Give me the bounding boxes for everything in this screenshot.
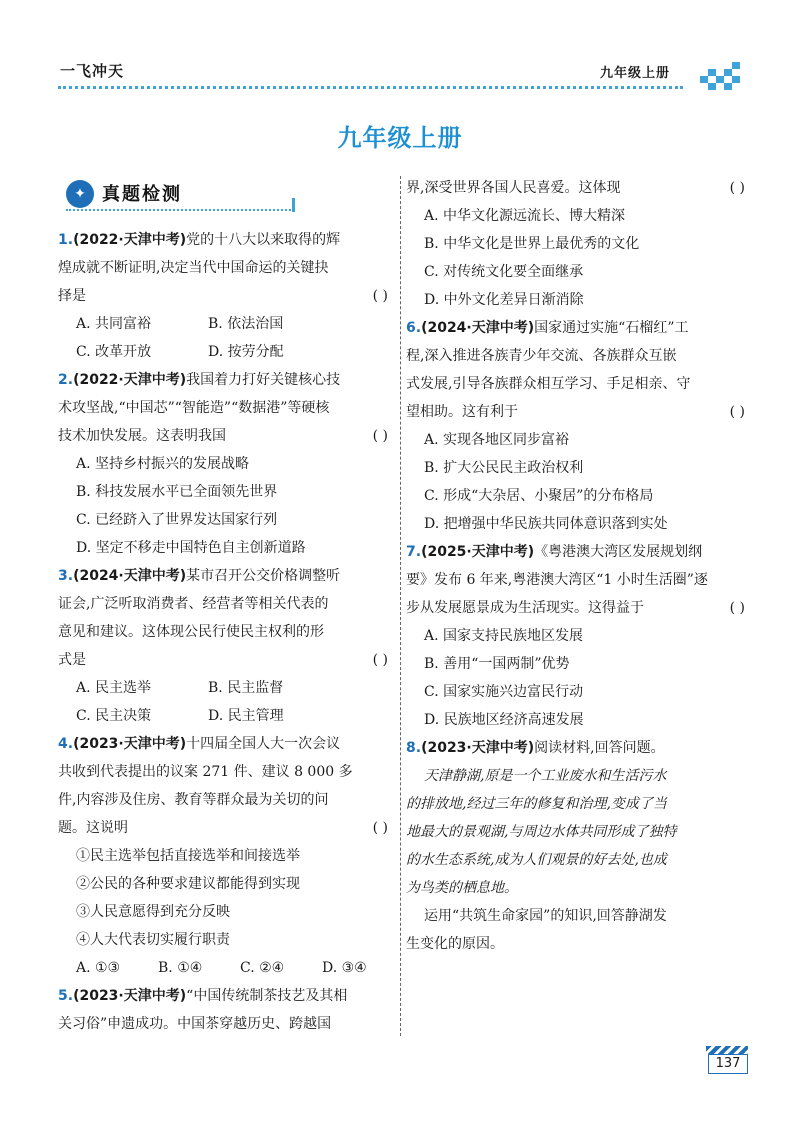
answer-blank: ( ) [372, 652, 388, 668]
answer-blank: ( ) [729, 404, 745, 420]
question-text: ①民主选举包括直接选举和间接选举 [76, 848, 300, 864]
question-text: 《粤港澳大湾区发展规划纲 [534, 544, 703, 560]
text-line [406, 342, 751, 370]
answer-blank: ( ) [372, 820, 388, 836]
question-source: (2024·天津中考) [73, 568, 187, 584]
section-bar [292, 198, 295, 212]
question-text: 十四届全国人大一次会议 [186, 736, 341, 752]
text-line [58, 702, 394, 730]
header-divider [58, 86, 683, 89]
text-line [58, 646, 394, 674]
question-text: D. 把增强中华民族共同体意识落到实处 [424, 516, 668, 532]
question-text: 件,内容涉及住房、教育等群众最为关切的问 [58, 792, 329, 808]
text-line [406, 650, 751, 678]
passage-text: 的水生态系统,成为人们观景的好去处,也成 [406, 852, 667, 868]
text-line [406, 454, 751, 482]
answer-option: B. 依法治国 [208, 316, 284, 332]
passage-text: 为鸟类的栖息地。 [406, 880, 518, 896]
answer-blank: ( ) [372, 288, 388, 304]
answer-blank: ( ) [372, 428, 388, 444]
text-line [58, 254, 394, 282]
text-line [406, 230, 751, 258]
text-line [58, 982, 394, 1010]
text-line [58, 926, 394, 954]
question-text: 要》发布 6 年来,粤港澳大湾区“1 小时生活圈”逐 [406, 572, 708, 588]
question-text: B. 善用“一国两制”优势 [424, 656, 570, 672]
text-line [406, 762, 751, 790]
text-line [58, 758, 394, 786]
text-line [406, 510, 751, 538]
answer-option: A. ①③ [76, 960, 121, 976]
question-text: 式发展,引导各族群众相互学习、手足相亲、守 [406, 376, 691, 392]
page-title: 九年级上册 [337, 124, 463, 152]
brand-logo: 一飞冲天 [60, 62, 125, 80]
question-source: (2023·天津中考) [421, 740, 535, 756]
text-line [406, 902, 751, 930]
text-line [406, 734, 751, 762]
text-line [406, 286, 751, 314]
text-line [58, 562, 394, 590]
text-line [58, 534, 394, 562]
text-line [406, 258, 751, 286]
text-line [58, 310, 394, 338]
text-line [58, 674, 394, 702]
question-text: C. 形成“大杂居、小聚居”的分布格局 [424, 488, 654, 504]
text-line [58, 422, 394, 450]
text-line [406, 370, 751, 398]
text-line [406, 874, 751, 902]
text-line [406, 594, 751, 622]
question-text: 煌成就不断证明,决定当代中国命运的关键抉 [58, 260, 329, 276]
puzzle-icon: ✦ [66, 180, 94, 208]
question-text: 某市召开公交价格调整听 [186, 568, 341, 584]
question-number: 8. [406, 740, 422, 756]
right-column [406, 174, 751, 958]
text-line [406, 930, 751, 958]
text-line [58, 338, 394, 366]
question-number: 2. [58, 372, 74, 388]
passage-text: 的排放地,经过三年的修复和治理,变成了当 [406, 796, 667, 812]
question-text: 共收到代表提出的议案 271 件、建议 8 000 多 [58, 764, 353, 780]
question-text: D. 民族地区经济高速发展 [424, 712, 584, 728]
answer-blank: ( ) [729, 180, 745, 196]
answer-option: A. 民主选举 [76, 680, 152, 696]
column-divider [400, 176, 401, 1036]
answer-option: D. 民主管理 [208, 708, 284, 724]
answer-option: A. 共同富裕 [76, 316, 152, 332]
question-text: B. 扩大公民民主政治权利 [424, 460, 584, 476]
text-line [406, 818, 751, 846]
question-text: 择是 [58, 288, 86, 304]
question-text: ④人大代表切实履行职责 [76, 932, 230, 948]
question-text: A. 实现各地区同步富裕 [424, 432, 570, 448]
text-line [406, 482, 751, 510]
text-line [58, 394, 394, 422]
question-text: D. 中外文化差异日渐消除 [424, 292, 584, 308]
stripe-decoration [706, 1046, 748, 1054]
answer-option: C. 民主决策 [76, 708, 152, 724]
question-text: C. 国家实施兴边富民行动 [424, 684, 584, 700]
question-source: (2024·天津中考) [421, 320, 535, 336]
answer-option: C. ②④ [240, 960, 285, 976]
text-line [58, 478, 394, 506]
question-text: 程,深入推进各族青少年交流、各族群众互嵌 [406, 348, 677, 364]
question-number: 5. [58, 988, 74, 1004]
question-text: “中国传统制茶技艺及其相 [186, 988, 348, 1004]
header-title: 九年级上册 [600, 66, 671, 81]
question-text: 国家通过实施“石榴红”工 [534, 320, 689, 336]
text-line [58, 870, 394, 898]
text-line [58, 366, 394, 394]
passage-text: 天津静湖,原是一个工业废水和生活污水 [424, 768, 667, 784]
text-line [58, 814, 394, 842]
question-text: 阅读材料,回答问题。 [534, 740, 665, 756]
text-line [406, 426, 751, 454]
question-text: 步从发展愿景成为生活现实。这得益于 [406, 600, 644, 616]
text-line [58, 786, 394, 814]
question-text: 证会,广泛听取消费者、经营者等相关代表的 [58, 596, 329, 612]
page-number: 137 [708, 1054, 748, 1074]
question-text: 党的十八大以来取得的辉 [186, 232, 341, 248]
text-line [406, 622, 751, 650]
section-underline [66, 209, 294, 211]
text-line [58, 282, 394, 310]
question-text: C. 对传统文化要全面继承 [424, 264, 584, 280]
text-line [406, 538, 751, 566]
question-number: 1. [58, 232, 74, 248]
text-line [58, 226, 394, 254]
text-line [406, 678, 751, 706]
text-line [406, 790, 751, 818]
question-text: A. 中华文化源远流长、博大精深 [424, 208, 626, 224]
question-text: B. 中华文化是世界上最优秀的文化 [424, 236, 640, 252]
question-source: (2023·天津中考) [73, 988, 187, 1004]
question-text: 关习俗”申遗成功。中国茶穿越历史、跨越国 [58, 1016, 332, 1032]
text-line [406, 706, 751, 734]
question-text: 生变化的原因。 [406, 936, 504, 952]
text-line [58, 450, 394, 478]
question-text: 运用“共筑生命家园”的知识,回答静湖发 [424, 908, 667, 924]
question-number: 7. [406, 544, 422, 560]
page-number-badge [706, 1046, 748, 1074]
text-line [406, 566, 751, 594]
question-source: (2023·天津中考) [73, 736, 187, 752]
passage-text: 地最大的景观湖,与周边水体共同形成了独特 [406, 824, 677, 840]
checker-decoration-icon [700, 62, 740, 90]
text-line [58, 1010, 394, 1038]
question-text: A. 坚持乡村振兴的发展战略 [76, 456, 250, 472]
question-text: 望相助。这有利于 [406, 404, 518, 420]
question-text: 式是 [58, 652, 86, 668]
question-text: ③人民意愿得到充分反映 [76, 904, 230, 920]
question-text: 我国着力打好关键核心技 [186, 372, 341, 388]
text-line [406, 314, 751, 342]
question-source: (2022·天津中考) [73, 372, 187, 388]
answer-option: D. 按劳分配 [208, 344, 284, 360]
answer-option: B. ①④ [158, 960, 203, 976]
text-line [58, 898, 394, 926]
text-line [58, 590, 394, 618]
text-line [58, 842, 394, 870]
text-line [58, 506, 394, 534]
question-source: (2025·天津中考) [421, 544, 535, 560]
text-line [58, 730, 394, 758]
question-text: 意见和建议。这体现公民行使民主权利的形 [58, 624, 324, 640]
answer-blank: ( ) [729, 600, 745, 616]
question-text: 技术加快发展。这表明我国 [58, 428, 226, 444]
text-line [58, 618, 394, 646]
question-number: 3. [58, 568, 74, 584]
left-column [58, 226, 394, 1038]
text-line [58, 954, 394, 982]
text-line [406, 202, 751, 230]
text-line [406, 174, 751, 202]
answer-option: D. ③④ [322, 960, 367, 976]
section-title: 真题检测 [102, 184, 182, 205]
answer-option: C. 改革开放 [76, 344, 152, 360]
text-line [406, 398, 751, 426]
question-text: C. 已经跻入了世界发达国家行列 [76, 512, 278, 528]
question-source: (2022·天津中考) [73, 232, 187, 248]
question-text: D. 坚定不移走中国特色自主创新道路 [76, 540, 306, 556]
question-number: 6. [406, 320, 422, 336]
text-line [406, 846, 751, 874]
question-text: A. 国家支持民族地区发展 [424, 628, 584, 644]
question-number: 4. [58, 736, 74, 752]
section-header [66, 178, 296, 212]
question-text: 题。这说明 [58, 820, 128, 836]
question-text: 界,深受世界各国人民喜爱。这体现 [406, 180, 621, 196]
question-text: B. 科技发展水平已全面领先世界 [76, 484, 278, 500]
question-text: 术攻坚战,“中国芯”“智能造”“数据港”等硬核 [58, 400, 330, 416]
question-text: ②公民的各种要求建议都能得到实现 [76, 876, 300, 892]
answer-option: B. 民主监督 [208, 680, 284, 696]
